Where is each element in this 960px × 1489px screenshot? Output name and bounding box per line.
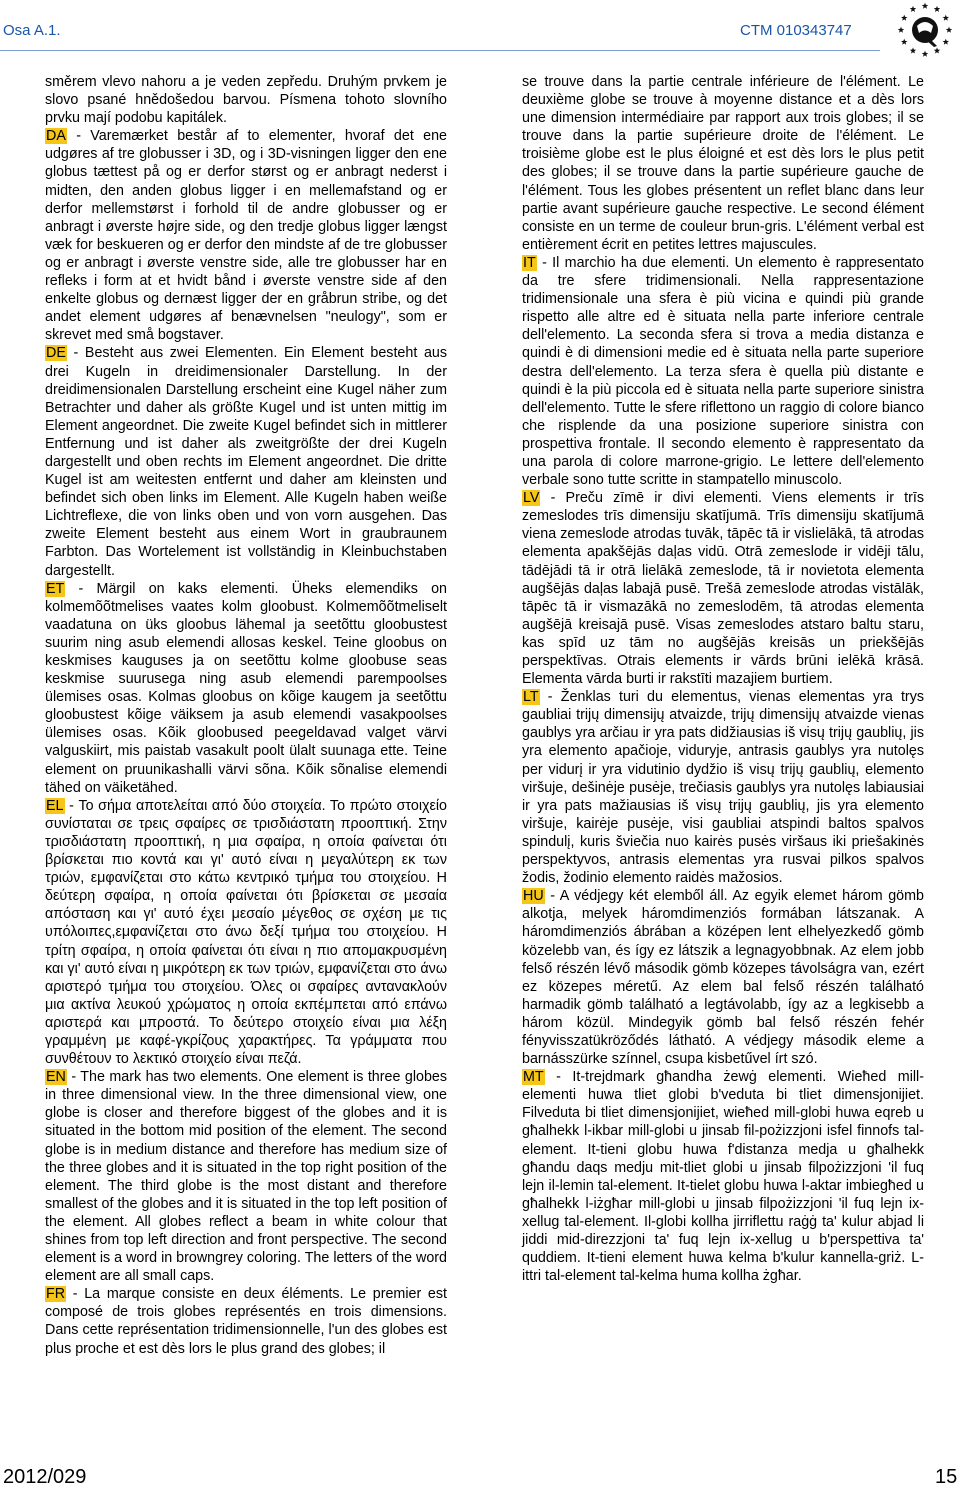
language-code-badge: DE <box>46 345 66 362</box>
language-paragraph <box>45 797 447 1068</box>
language-code-badge: ET <box>46 580 65 597</box>
header-divider <box>0 50 880 51</box>
logo-star <box>910 47 916 53</box>
footer-issue-number: 2012/029 <box>3 1466 87 1488</box>
language-paragraph <box>45 1285 447 1357</box>
language-code-badge: EN <box>46 1069 66 1086</box>
ohim-eu-stars-logo-icon <box>893 0 957 64</box>
language-code-badge: LT <box>523 689 539 706</box>
logo-star <box>934 47 940 53</box>
header-document-ref: Osa A.1. <box>3 22 61 39</box>
paragraph-text: - La marque consiste en deux éléments. Le premier est composé de trois globes représentés en trois dimensions. Dans cette représentation tridimensionnelle, l'un des globes est plus proche et est dès lors le plus grand des globes; il <box>45 1286 447 1357</box>
language-code-badge: DA <box>46 128 66 145</box>
paragraph-text: - Il marchio ha due elementi. Un elemento è rappresentato da tre sfere tridimensionali. Nella rappresentazione tridimensionale una sfera è più vicina e quindi più grande rispetto alle altre ed è situata nella parte inferiore centrale dell'elemento. La seconda sfera si trova a media distanza e quindi è di dimensioni medie ed è situata nella parte superiore destra dell'elemento. La terza sfera è quella più distante e quindi è la più piccola ed è situata nella parte superiore sinistra dell'elemento. Tutte le sfere riflettono un raggio di colore bianco che risplende da una posizione superiore sinistra con prospettiva frontale. Il secondo elemento è rappresentato da una parola di colore marrone-grigio. Le lettere dell'elemento verbale sono tutte scritte in stampatello minuscolo. <box>522 254 924 489</box>
logo-star <box>934 6 940 12</box>
paragraph-text: - Besteht aus zwei Elementen. Ein Element besteht aus drei Kugeln in dreidimensionaler Darstellung. In der dreidimensionalen Darstellung erscheint eine Kugel näher zum Betrachter und daher als größte Kugel und ist unten mittig im Element angeordnet. Die zweite Kugel befindet sich in mittlerer Entfernung und ist daher als zweitgrößte der drei Kugeln dargestellt und oben rechts im Element angeordnet. Die dritte Kugel ist am weitesten entfernt und daher am kleinsten und befindet sich oben links im Element. Alle Kugeln haben weiße Lichtreflexe, die von links oben und von vorn ausgehen. Das zweite Element besteht aus einem Wort in graubraunem Farbton. Das Wortelement ist vollständig in Kleinbuchstaben dargestellt. <box>45 345 447 579</box>
footer-page-number: 15 <box>935 1466 958 1488</box>
logo-star <box>901 15 907 21</box>
logo-star <box>943 39 949 45</box>
logo-star <box>922 3 928 9</box>
language-paragraph <box>522 254 924 489</box>
paragraph-text: - Το σήμα αποτελείται από δύο στοιχεία. Το πρώτο στοιχείο συνίσταται σε τρεις σφαίρες σε τρισδιάστατη προοπτική. Στην τρισδιάστατη προοπτική, η μια σφαίρα, η οποία φαίνεται ότι βρίσκεται πιο κοντά και γι' αυτό είναι η μεγαλύτερη εκ των τριών, εμφανίζεται στο κάτω κεντρικό τμήμα του στοιχείου. Η δεύτερη σφαίρα, η οποία φαίνεται ότι βρίσκεται σε μεσαία απόσταση και γι' αυτό έχει μεσαίο μέγεθος σε σχέση με τις υπόλοιπες,εμφανίζεται στο άνω δεξί τμήμα του στοιχείου. Η τρίτη σφαίρα, η οποία φαίνεται ότι είναι η πιο απομακρυσμένη και γι' αυτό είναι η μικρότερη εκ των τριών, εμφανίζεται στο άνω αριστερό τμήμα του στοιχείου. Όλες οι σφαίρες αντανακλούν μια ακτίνα λευκού χρώματος η οποία εκπέμπεται από επάνω αριστερά και μπροστά. Το δεύτερο στοιχείο είναι μια λέξη γραμμένη με καφέ-γκρίζους χαρακτήρες. Τα γράμματα που συνθέτουν το λεκτικό στοιχείο είναι πεζά. <box>45 797 447 1068</box>
left-text-column <box>45 73 447 1358</box>
logo-star <box>898 27 904 33</box>
paragraph-text: se trouve dans la partie centrale inférieure de l'élément. Le deuxième globe se trouve à moyenne distance et a dès lors une dimension intermédiaire par rapport aux trois globes; il se trouve dans la partie supérieure droite de l'élément. Le troisième globe est le plus éloigné et est dès lors le plus petit des globes; il se trouve dans la partie supérieure gauche de l'élément. Tous les globes présentent un reflet blanc dans leur partie avant supérieure gauche respective. Le second élément consiste en un terme de couleur brun-gris. L'élément verbal est entièrement écrit en petites lettres majuscules. <box>522 74 924 253</box>
language-paragraph <box>45 73 447 127</box>
paragraph-text: - A védjegy két elemből áll. Az egyik elemet három gömb alkotja, melyek háromdimenziós formában látszanak. A háromdimenziós ábrában a középen lent elhelyezkedő gömb közelebb van, és így ez látszik a legnagyobbnak. Az elem jobb felső részén lévő második gömb közepes távolságra van, ezért ez közepes méretű. Az elem bal felső részén található harmadik gömb található a legtávolabb, így az a legkisebb a három közül. Mindegyik gömb bal felső részén fehér fényvisszatükröződés látható. A védjegy második eleme a barnásszürke színnel, csupa kisbetűvel írt szó. <box>522 888 924 1068</box>
paragraph-text: - Ženklas turi du elementus, vienas elementas yra trys gaubliai trijų dimensijų atvaizde, trijų dimensijų atvaizde vienas gaublys yra arčiau ir yra pats didžiausias iš visų trijų gaublių, jis yra elemento apačioje, viduryje, antrasis gaublys yra nutolęs per vidurį ir yra vidutinio dydžio iš visų trijų gaublių, elemento viršuje, dešinėje pusėje, trečiasis gaublys yra nutolęs labiausiai ir yra pats mažiausias iš visų trijų gaublių, jis yra elemento viršuje, kairėje pusėje, visi gaubliai atspindi baltos spalvos spindulį, kuris šviečia nuo kairės pusės viršaus iki priešakinės perspektyvos, antrasis elementas yra rusvai pilkos spalvos žodis, žodinio elemento raidės mažosios. <box>522 689 924 887</box>
language-code-badge: MT <box>523 1069 544 1086</box>
language-paragraph <box>45 127 447 344</box>
paragraph-text: - Varemærket består af to elementer, hvoraf det ene udgøres af tre globusser i 3D, og i 3D-visningen ligger den ene globus tættest på og er derfor størst og er anbragt nederst i midten, den anden globus ligger i en mellemafstand og er derfor mellemstørst i forhold til de andre globusser og er anbragt i øverste højre side, og den tredje globus ligger længst væk for beskueren og er derfor den mindste af de tre globusser og er anbragt i øverste venstre side, alle tre globusser har en refleks i form at et hvidt bånd i øverste venstre side af den enkelte globus og dernæst ligger der en gråbrun stribe, og det andet element udgøres af benævnelsen "neulogy", som er skrevet med små bogstaver. <box>45 128 447 344</box>
logo-star <box>946 27 952 33</box>
language-paragraph <box>522 489 924 688</box>
language-paragraph <box>45 344 447 579</box>
paragraph-text: - Märgil on kaks elementi. Üheks elemendiks on kolmemõõtmelises vaates kolm gloobust. Kolmemõõtmeliselt vaadatuna on üks gloobus lähemal ja seetõttu gloobustest suurim ning asub elemendi allosas keskel. Teine gloobus on keskmises kauguses ja on seetõttu kolme gloobuse seas keskmise suurusega ning asub elemendi parempoolses ülemises osas. Kolmas gloobus on kõige kaugem ja seetõttu gloobustest kõige väiksem ja asub elemendi vasakpoolses ülemises osas. Kõik gloobused peegeldavad valget värvi valguskiirt, mis paistab vasakult poolt ülalt suunaga ette. Teine element on pruunikashalli värvi sõna. Kõik sõnalise elemendi tähed on väiketähed. <box>45 580 447 796</box>
logo-star <box>901 39 907 45</box>
logo-star <box>943 15 949 21</box>
language-code-badge: LV <box>523 490 540 507</box>
language-code-badge: EL <box>46 797 64 814</box>
paragraph-text: - It-trejdmark għandha żewġ elementi. Wieħed mill-elementi huwa tliet globi b'veduta bi tliet dimensjonijiet. Filveduta bi tliet dimensjonijiet, wieħed mill-globi huwa eqreb u għalhekk l-ikbar mill-globi u jinsab fil-pożizzjoni isfel finnofs tal-element. It-tieni globu huwa f'distanza medja u għalhekk għandu daqs medju mit-tliet globi u jinsab filpożizzjoni 'il fuq lejn il-lemin tal-element. It-tielet globu huwa l-aktar imbiegħed u għalhekk l-iżgħar mill-globi u jinsab filpożizzjoni 'il fuq lejn ix-xellug tal-element. Il-globi kollha jirriflettu raġġ ta' kulur abjad li jiddi mid-direzzjoni ta' fuq lejn ix-xellug u b'perspettiva ta' quddiem. It-tieni element huwa kelma b'kulur kannella-griż. L-ittri tal-element tal-kelma huma kollha żgħar. <box>522 1069 924 1285</box>
language-paragraph <box>45 580 447 797</box>
logo-star <box>922 51 928 57</box>
language-code-badge: IT <box>523 254 536 271</box>
paragraph-text: - Preču zīmē ir divi elementi. Viens elements ir trīs zemeslodes trīs dimensiju skatījumā. Trīs dimensiju skatījumā viena zemeslode atrodas tuvāk, tāpēc tā ir vislielākā, tā atrodas elementa apakšējās daļas vidū. Otrā zemeslode ir vidēji tālu, tādējādi tā ir otrā lielākā zemeslode, tā ir novietota elementa augšējās daļas labajā pusē. Trešā zemeslode atrodas vistālāk, tāpēc tā ir vismazākā no zemeslodēm, tā atrodas elementa augšējā kreisajā pusē. Visas zemeslodes atstaro baltu staru, kas spīd uz tām no augšējās kreisās un priekšējās perspektīvas. Otrais elements ir vārds brūni ielēkā krāsā. Elementa vārda burti ir rakstīti mazajiem burtiem. <box>522 490 924 688</box>
right-text-column <box>522 73 924 1285</box>
paragraph-text: směrem vlevo nahoru a je veden zepředu. Druhým prvkem je slovo psané hnědošedou barvou. Písmena tohoto slovního prvku mají podobu kapitálek. <box>45 74 447 127</box>
language-code-badge: FR <box>46 1286 66 1303</box>
language-paragraph <box>45 1068 447 1285</box>
header-ctm-number: CTM 010343747 <box>740 22 852 39</box>
language-paragraph <box>522 1068 924 1285</box>
logo-star <box>910 6 916 12</box>
language-paragraph <box>522 73 924 254</box>
paragraph-text: - The mark has two elements. One element is three globes in three dimensional view. In the three dimensional view, one globe is closer and therefore biggest of the globes and it is situated in the bottom mid position of the element. The second globe is in medium distance and therefore has medium size of the three globes and it is situated in the top right position of the element. The third globe is the most distant and therefore smallest of the globes and it is situated in the top left position of the element. All globes reflect a beam in white colour that shines from top left direction and front perspective. The second element is a word in browngrey coloring. The letters of the word element are all small caps. <box>45 1069 447 1285</box>
language-paragraph <box>522 688 924 887</box>
language-paragraph <box>522 887 924 1068</box>
language-code-badge: HU <box>523 888 544 905</box>
